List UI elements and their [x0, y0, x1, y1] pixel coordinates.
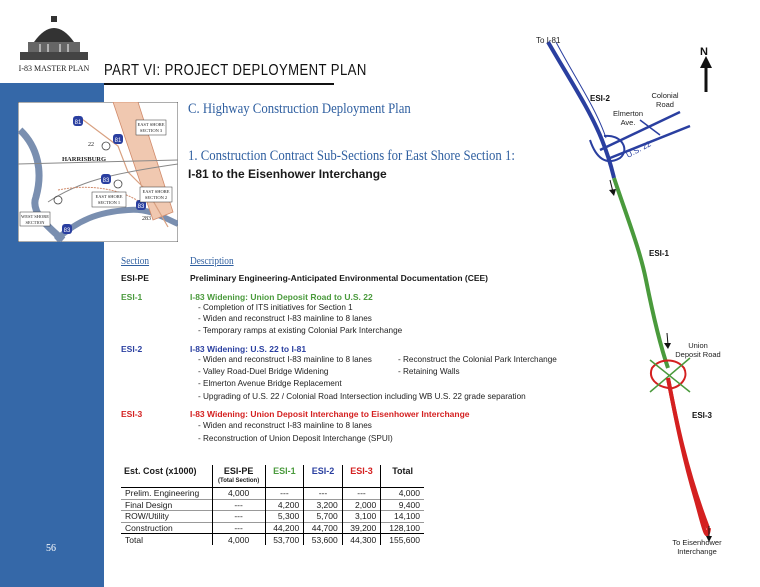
label-esi3: ESI-3 [692, 411, 713, 420]
north-label: N [700, 46, 708, 58]
esi1-bullet: - Widen and reconstruct I-83 mainline to 8 lanes [198, 314, 372, 323]
cost-cell: 5,300 [265, 511, 304, 523]
cost-cell: 128,100 [381, 522, 424, 534]
cost-cell: 5,700 [304, 511, 343, 523]
esi1-route [614, 178, 668, 368]
logo-text: I-83 MASTER PLAN [18, 64, 90, 73]
inset-wss-line1: WEST SHORE [20, 214, 50, 219]
esi2-bullet: - Retaining Walls [398, 367, 460, 376]
cost-table-header-row [121, 465, 424, 488]
inset-harrisburg: HARRISBURG [62, 156, 107, 163]
esi2-bullet: - Reconstruct the Colonial Park Interchange [398, 355, 557, 364]
subsection-heading-2: 1. Construction Contract Sub-Sections for East Shore Section 1: [188, 148, 515, 164]
cost-cell: 4,000 [381, 488, 424, 500]
cost-cell: 2,000 [342, 499, 381, 511]
cost-cell: 4,000 [212, 488, 265, 500]
label-to-i81: To I-81 [536, 36, 561, 45]
inset-esc2-line2: SECTION 2 [144, 195, 168, 200]
subsection-heading-3: I-81 to the Eisenhower Interchange [188, 167, 387, 181]
table-row [121, 488, 424, 500]
inset-esc3-line1: EAST SHORE [137, 122, 165, 127]
description-column-header: Description [190, 255, 234, 267]
logo [14, 12, 94, 72]
north-arrow-icon [700, 56, 712, 92]
cost-cell: --- [212, 511, 265, 523]
cost-cell: --- [212, 522, 265, 534]
label-eisen-2: Interchange [677, 547, 717, 556]
inset-route-283: 283 [142, 216, 151, 222]
esi3-bullet: - Reconstruction of Union Deposit Interchange (SPUI) [198, 434, 393, 443]
cost-cell: Final Design [121, 499, 212, 511]
shield-icon [113, 134, 123, 144]
esi1-bullet: - Completion of ITS initiatives for Section 1 [198, 303, 353, 312]
cost-cell: 9,400 [381, 499, 424, 511]
table-row [121, 511, 424, 523]
label-union-2: Deposit Road [675, 350, 721, 359]
cost-cell: --- [212, 499, 265, 511]
cost-header-esi3: ESI-3 [342, 465, 381, 488]
label-eisen-1: To Eisenhower [672, 538, 722, 547]
cost-cell: 155,600 [381, 534, 424, 546]
table-row [121, 522, 424, 534]
cost-cell: Total [121, 534, 212, 546]
cost-header-esi2: ESI-2 [304, 465, 343, 488]
esi1-bullet: - Temporary ramps at existing Colonial Park Interchange [198, 326, 403, 335]
table-row [121, 534, 424, 546]
label-esi1: ESI-1 [649, 249, 670, 258]
cost-cell: --- [304, 488, 343, 500]
cost-header-label: Est. Cost (x1000) [121, 465, 212, 488]
shield-icon [73, 116, 83, 126]
route-map [520, 30, 760, 587]
cost-cell: 44,300 [342, 534, 381, 546]
shield-icon [101, 174, 111, 184]
label-union-1: Union [688, 341, 708, 350]
cost-header-total: Total [381, 465, 424, 488]
cost-cell: --- [265, 488, 304, 500]
cost-cell: 53,700 [265, 534, 304, 546]
section-code-esipe: ESI-PE [121, 273, 149, 283]
section-title-esipe: Preliminary Engineering-Anticipated Environmental Documentation (CEE) [190, 273, 489, 283]
inset-shield-83b: 83 [137, 204, 145, 210]
inset-route-22: 22 [88, 142, 94, 148]
cost-cell: 3,100 [342, 511, 381, 523]
inset-shield-81a: 81 [74, 120, 82, 126]
cost-cell: Construction [121, 522, 212, 534]
subsection-heading: C. Highway Construction Deployment Plan [188, 101, 411, 117]
shield-icon [62, 224, 72, 234]
cost-cell: Prelim. Engineering [121, 488, 212, 500]
page-title: PART VI: PROJECT DEPLOYMENT PLAN [104, 62, 367, 79]
inset-esc1-line1: EAST SHORE [95, 194, 123, 199]
esi2-bullet: - Valley Road-Duel Bridge Widening [198, 367, 329, 376]
section-code-esi2: ESI-2 [121, 344, 143, 354]
esi2-route [548, 42, 614, 178]
cost-cell: 44,700 [304, 522, 343, 534]
label-colonial-2: Road [656, 100, 674, 109]
section-title-esi3: I-83 Widening: Union Deposit Interchange to Eisenhower Interchange [190, 409, 470, 419]
cost-header-esipe [212, 465, 265, 488]
capitol-dome-icon [14, 12, 94, 64]
inset-esc1-line2: SECTION 1 [97, 200, 121, 205]
label-colonial-1: Colonial [651, 91, 679, 100]
cost-header-esipe-sub: (Total Section) [217, 478, 260, 484]
cost-cell: 53,600 [304, 534, 343, 546]
cost-cell: 4,200 [265, 499, 304, 511]
inset-shield-83c: 83 [63, 228, 71, 234]
section-title-esi1: I-83 Widening: Union Deposit Road to U.S. 22 [190, 292, 373, 302]
inset-esc3-line2: SECTION 3 [139, 128, 163, 133]
section-title-esi2: I-83 Widening: U.S. 22 to I-81 [190, 344, 307, 354]
cost-cell: --- [342, 488, 381, 500]
cost-header-esi1: ESI-1 [265, 465, 304, 488]
cost-cell: 39,200 [342, 522, 381, 534]
inset-map [18, 102, 178, 242]
esi3-bullet: - Widen and reconstruct I-83 mainline to 8 lanes [198, 421, 372, 430]
cost-header-esipe-label: ESI-PE [223, 466, 254, 476]
cost-cell: 14,100 [381, 511, 424, 523]
inset-shield-83a: 83 [102, 178, 110, 184]
cost-cell: ROW/Utility [121, 511, 212, 523]
cost-cell: 44,200 [265, 522, 304, 534]
label-us22: U.S. 22 [624, 139, 653, 160]
cost-cell: 4,000 [212, 534, 265, 546]
table-row [121, 499, 424, 511]
cost-cell: 3,200 [304, 499, 343, 511]
esi2-bullet: - Upgrading of U.S. 22 / Colonial Road Intersection including WB U.S. 22 grade separation [198, 392, 526, 401]
section-code-esi3: ESI-3 [121, 409, 143, 419]
cost-table [121, 465, 424, 545]
label-esi2: ESI-2 [590, 94, 611, 103]
title-rule [104, 83, 334, 85]
inset-wss-line2: SECTION [25, 220, 45, 225]
section-column-header: Section [121, 255, 150, 267]
inset-shield-81b: 81 [114, 138, 122, 144]
section-code-esi1: ESI-1 [121, 292, 143, 302]
inset-esc2-line1: EAST SHORE [142, 189, 170, 194]
arrow-down-icon [664, 333, 671, 349]
label-elmerton-1: Elmerton [612, 109, 644, 118]
page-number: 56 [46, 543, 56, 554]
esi2-bullet: - Elmerton Avenue Bridge Replacement [198, 379, 342, 388]
label-elmerton-2: Ave. [620, 118, 636, 127]
esi2-bullet: - Widen and reconstruct I-83 mainline to 8 lanes [198, 355, 372, 364]
